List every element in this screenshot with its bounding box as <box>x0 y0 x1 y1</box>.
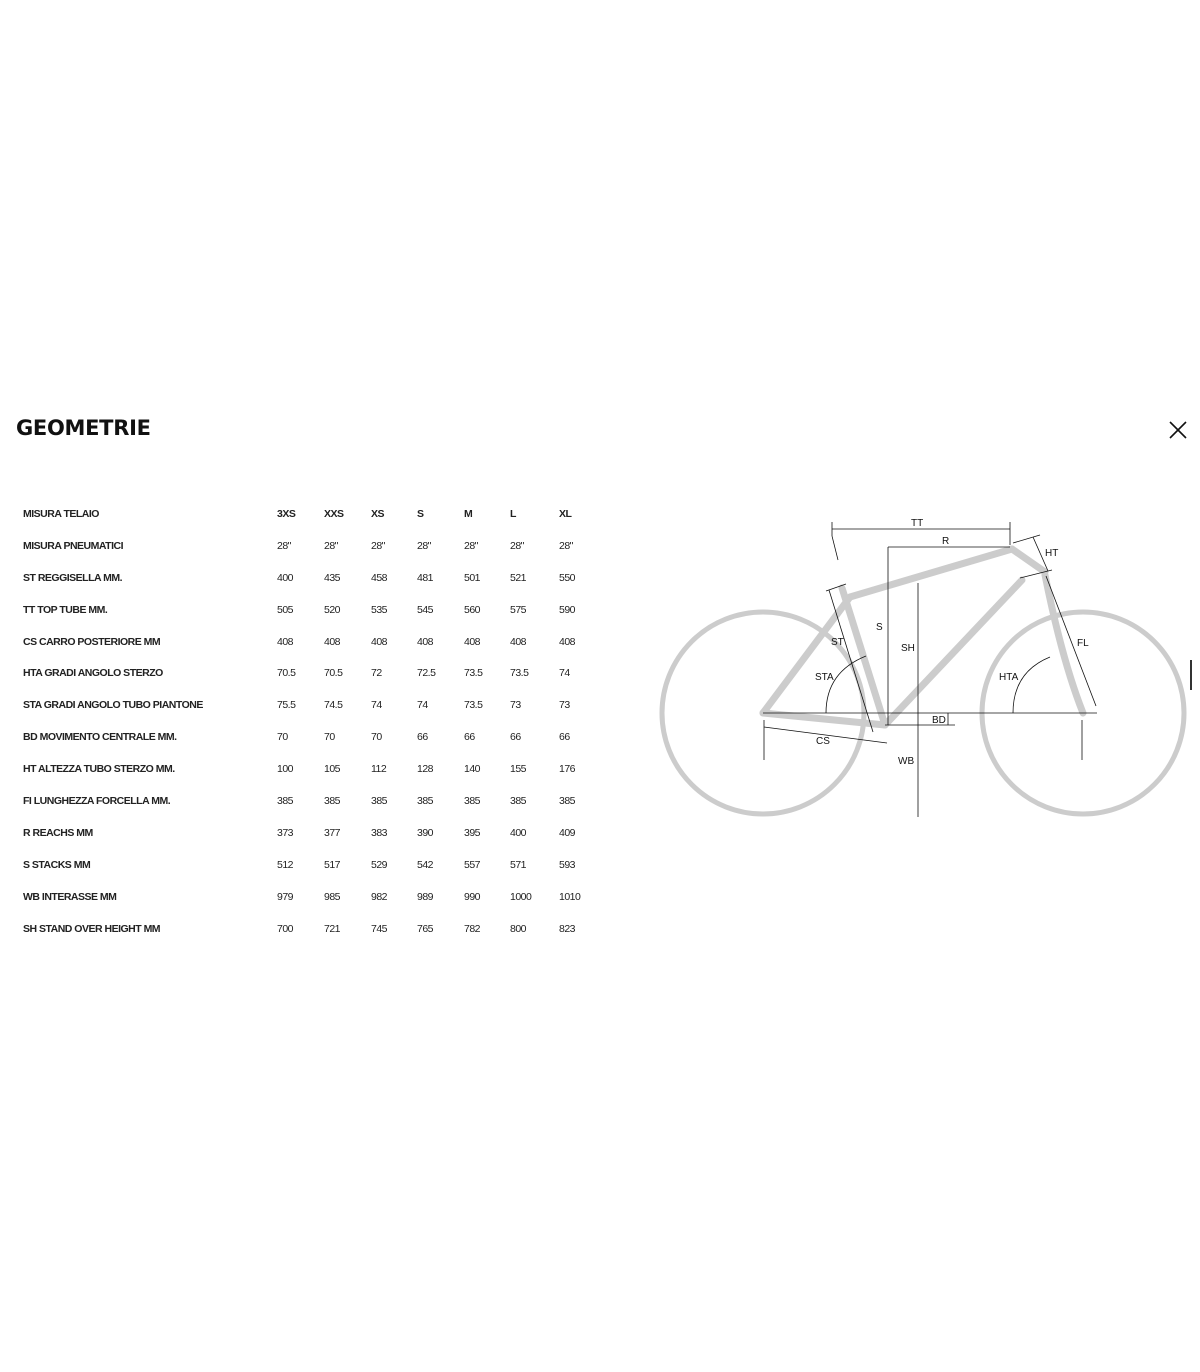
table-row <box>23 626 599 658</box>
row-label: TT TOP TUBE MM. <box>23 603 108 616</box>
size-header: XS <box>371 507 385 520</box>
label-cs: CS <box>816 736 830 747</box>
label-hta: HTA <box>999 672 1019 683</box>
table-cell: 66 <box>559 731 570 744</box>
table-cell: 28" <box>464 539 478 552</box>
header-label: MISURA TELAIO <box>23 507 99 520</box>
label-tt: TT <box>911 518 924 529</box>
table-cell: 72.5 <box>417 667 436 680</box>
table-header-row <box>23 498 599 530</box>
row-label: HT ALTEZZA TUBO STERZO MM. <box>23 763 175 776</box>
table-cell: 28" <box>277 539 291 552</box>
table-cell: 73 <box>510 699 521 712</box>
size-header: S <box>417 507 424 520</box>
table-cell: 73.5 <box>464 667 483 680</box>
table-cell: 823 <box>559 922 576 935</box>
table-cell: 985 <box>324 890 341 903</box>
table-row <box>23 689 599 721</box>
table-cell: 73 <box>559 699 570 712</box>
table-cell: 529 <box>371 858 388 871</box>
row-label: WB INTERASSE MM <box>23 890 117 903</box>
size-header: XL <box>559 507 572 520</box>
table-row <box>23 721 599 753</box>
row-label: HTA GRADI ANGOLO STERZO <box>23 667 163 680</box>
label-wb: WB <box>898 756 915 767</box>
table-cell: 560 <box>464 603 481 616</box>
table-cell: 385 <box>371 794 388 807</box>
row-label: STA GRADI ANGOLO TUBO PIANTONE <box>23 699 203 712</box>
row-label: MISURA PNEUMATICI <box>23 539 123 552</box>
label-ht: HT <box>1045 548 1059 559</box>
row-label: BD MOVIMENTO CENTRALE MM. <box>23 731 177 744</box>
table-cell: 28" <box>324 539 338 552</box>
table-cell: 505 <box>277 603 294 616</box>
table-cell: 481 <box>417 571 434 584</box>
table-row <box>23 657 599 689</box>
table-cell: 550 <box>559 571 576 584</box>
table-cell: 557 <box>464 858 481 871</box>
table-cell: 28" <box>510 539 524 552</box>
table-row <box>23 817 599 849</box>
table-cell: 1010 <box>559 890 581 903</box>
table-cell: 1000 <box>510 890 532 903</box>
table-row <box>23 913 599 945</box>
table-cell: 385 <box>464 794 481 807</box>
table-cell: 377 <box>324 826 341 839</box>
label-fl: FL <box>1077 638 1089 649</box>
scroll-edge-indicator <box>1190 660 1192 690</box>
close-icon <box>1166 418 1190 442</box>
table-cell: 400 <box>277 571 294 584</box>
row-label: CS CARRO POSTERIORE MM <box>23 635 161 648</box>
table-row <box>23 530 599 562</box>
table-cell: 72 <box>371 667 382 680</box>
close-button[interactable] <box>1166 418 1190 442</box>
table-cell: 979 <box>277 890 294 903</box>
table-cell: 70 <box>324 731 335 744</box>
label-st: ST <box>831 637 844 648</box>
row-label: FI LUNGHEZZA FORCELLA MM. <box>23 794 171 807</box>
table-cell: 800 <box>510 922 527 935</box>
table-cell: 70 <box>371 731 382 744</box>
table-cell: 70.5 <box>324 667 343 680</box>
table-cell: 28" <box>559 539 573 552</box>
table-cell: 74 <box>417 699 428 712</box>
table-cell: 176 <box>559 763 576 776</box>
size-header: L <box>510 507 516 520</box>
table-cell: 990 <box>464 890 481 903</box>
table-cell: 517 <box>324 858 341 871</box>
table-cell: 512 <box>277 858 294 871</box>
table-cell: 390 <box>417 826 434 839</box>
table-cell: 28" <box>417 539 431 552</box>
table-cell: 408 <box>464 635 481 648</box>
table-row <box>23 849 599 881</box>
page-title: GEOMETRIE <box>16 416 151 440</box>
label-sta: STA <box>815 672 834 683</box>
table-cell: 70.5 <box>277 667 296 680</box>
table-cell: 408 <box>559 635 576 648</box>
table-cell: 155 <box>510 763 527 776</box>
table-row <box>23 753 599 785</box>
table-cell: 74 <box>371 699 382 712</box>
label-r: R <box>942 536 950 547</box>
table-cell: 105 <box>324 763 341 776</box>
table-cell: 590 <box>559 603 576 616</box>
table-cell: 408 <box>417 635 434 648</box>
table-cell: 385 <box>417 794 434 807</box>
table-cell: 408 <box>510 635 527 648</box>
table-cell: 400 <box>510 826 527 839</box>
table-cell: 721 <box>324 922 341 935</box>
row-label: S STACKS MM <box>23 858 91 871</box>
table-cell: 66 <box>510 731 521 744</box>
table-cell: 575 <box>510 603 527 616</box>
table-cell: 571 <box>510 858 527 871</box>
table-row <box>23 594 599 626</box>
table-cell: 128 <box>417 763 434 776</box>
table-cell: 521 <box>510 571 527 584</box>
table-cell: 75.5 <box>277 699 296 712</box>
table-cell: 73.5 <box>464 699 483 712</box>
table-cell: 385 <box>277 794 294 807</box>
table-cell: 373 <box>277 826 294 839</box>
table-row <box>23 785 599 817</box>
table-cell: 385 <box>324 794 341 807</box>
label-s: S <box>876 622 883 633</box>
table-cell: 545 <box>417 603 434 616</box>
table-cell: 74 <box>559 667 570 680</box>
table-cell: 700 <box>277 922 294 935</box>
size-header: XXS <box>324 507 344 520</box>
table-cell: 593 <box>559 858 576 871</box>
row-label: ST REGGISELLA MM. <box>23 571 123 584</box>
label-bd: BD <box>932 715 946 726</box>
table-cell: 745 <box>371 922 388 935</box>
table-cell: 112 <box>371 763 387 776</box>
table-cell: 70 <box>277 731 288 744</box>
table-cell: 385 <box>559 794 576 807</box>
table-cell: 385 <box>510 794 527 807</box>
table-cell: 383 <box>371 826 388 839</box>
table-cell: 989 <box>417 890 434 903</box>
table-cell: 782 <box>464 922 481 935</box>
table-cell: 100 <box>277 763 294 776</box>
table-cell: 408 <box>324 635 341 648</box>
table-cell: 140 <box>464 763 481 776</box>
size-header: M <box>464 507 473 520</box>
table-cell: 520 <box>324 603 341 616</box>
row-label: R REACHS MM <box>23 826 93 839</box>
label-sh: SH <box>901 643 915 654</box>
table-cell: 435 <box>324 571 341 584</box>
table-cell: 408 <box>371 635 388 648</box>
size-header: 3XS <box>277 507 296 520</box>
table-row <box>23 881 599 913</box>
dimension-lines <box>763 522 1097 817</box>
table-cell: 542 <box>417 858 434 871</box>
table-cell: 395 <box>464 826 481 839</box>
table-cell: 535 <box>371 603 388 616</box>
bike-geometry-diagram <box>655 510 1195 830</box>
table-cell: 66 <box>417 731 428 744</box>
table-cell: 74.5 <box>324 699 343 712</box>
table-cell: 409 <box>559 826 576 839</box>
table-cell: 73.5 <box>510 667 529 680</box>
table-cell: 501 <box>464 571 481 584</box>
table-cell: 28" <box>371 539 385 552</box>
table-cell: 408 <box>277 635 294 648</box>
bike-frame <box>763 549 1083 725</box>
row-label: SH STAND OVER HEIGHT MM <box>23 922 161 935</box>
table-cell: 982 <box>371 890 388 903</box>
table-cell: 765 <box>417 922 434 935</box>
table-cell: 66 <box>464 731 475 744</box>
table-cell: 458 <box>371 571 388 584</box>
table-row <box>23 562 599 594</box>
table-body <box>23 530 599 945</box>
geometry-table <box>23 498 599 944</box>
